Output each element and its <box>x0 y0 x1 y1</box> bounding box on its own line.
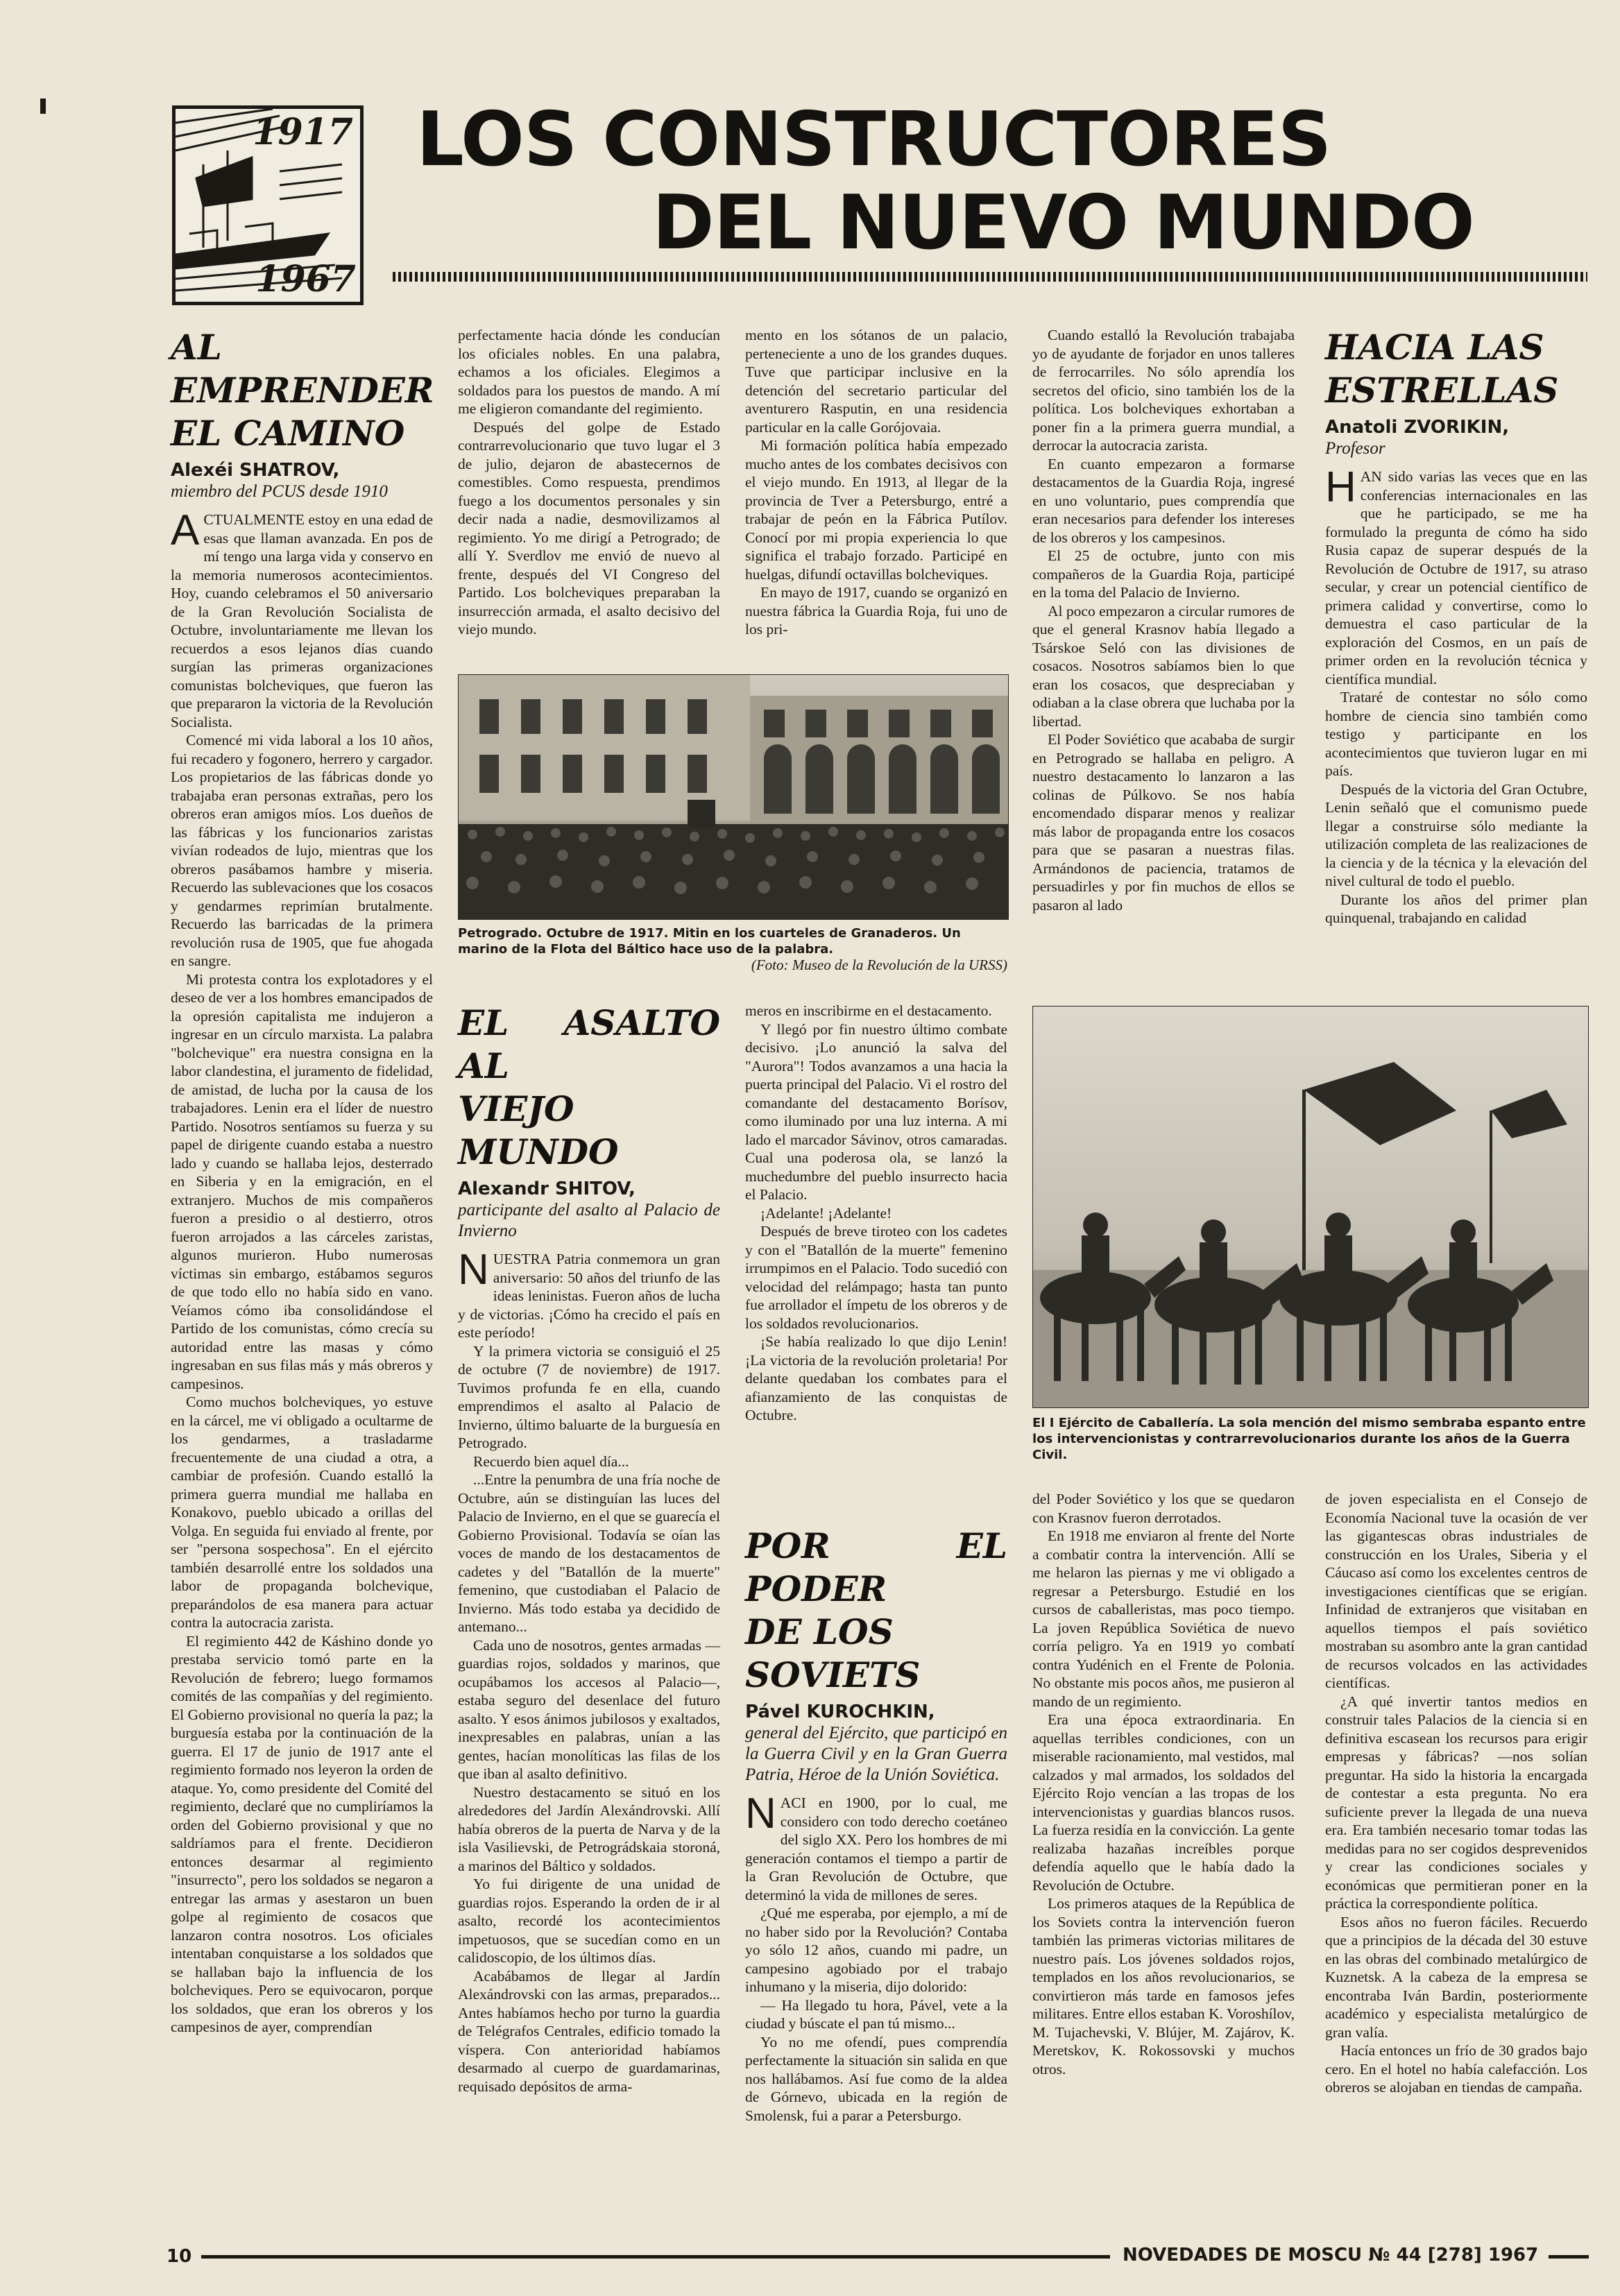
article-title: POR EL PODER <box>745 1525 1007 1609</box>
photo-caption-text: Petrogrado. Octubre de 1917. Mitin en los cuarteles de Granaderos. Un marino de la Flota del Báltico hace uso de la palabra. <box>458 926 961 957</box>
paragraph: ...Entre la penumbra de una fría noche de Octubre, aún se distinguían las luces del Palacio de Invierno, en el que se guarecía el Gobierno Provisional. Todavía se oían las voces de mando de los destacamentos de cadetes y del "Batallón de la muerte" femenino, que custodiaban el Palacio de Invierno. Más todo estaba ya decidido de antemano... <box>458 1471 720 1635</box>
paragraph: Como muchos bolcheviques, yo estuve en la cárcel, me vi obligado a ocultarme de los gendarmes, a trasladarme frecuentemente de una ciudad a otra, a cambiar de profesión. Cuando estalló la primera guerra mundial me hallaba en Konakovo, pueblo ubicado a orillas del Volga. En seguida fui enviado al frente, por ser "persona sospechosa". En el ejército también desarrollé entre los soldados una labor de propaganda bolchevique, preparándolos de esa manera para actuar contra la autocracia zarista. <box>171 1394 433 1631</box>
paragraph: Nuestro destacamento se situó en los alrededores del Jardín Alexándrovski. Allí había obreros de la puerta de Narva y de la isla Vasilievski, de Petrográdskaia storoná, a marinos del Báltico y soldados. <box>458 1783 720 1874</box>
paragraph: Los primeros ataques de la República de los Soviets contra la intervención fueron también las primeras victorias militares de nuestro país. Los jóvenes soldados rojos, templados en los años revolucionarios, se convirtieron más tarde en famosos jefes militares. Entre ellos estaban K. Voroshílov, M. Tujachevski, V. Blújer, M. Zajárov, K. Meretskov, K. Rokossovski y muchos otros. <box>1032 1895 1295 2077</box>
article-poder-col3 <box>745 1525 1007 2125</box>
paragraph: En cuanto empezaron a formarse destacamentos de la Guardia Roja, ingresé en uno voluntario, pues comprendía que eran necesarios para defender los intereses de los obreros y los campesinos. <box>1032 455 1295 546</box>
paragraph: Y la primera victoria se consiguió el 25 de octubre (7 de noviembre) de 1917. Tuvimos profunda fe en ella, cuando emprendimos el asalto al Palacio de Invierno, último baluarte de la burguesía en Petrogrado. <box>458 1342 720 1451</box>
paragraph: Recuerdo bien aquel día... <box>473 1453 629 1470</box>
article-poder-col4-bottom <box>1032 1490 1295 2078</box>
paragraph: En mayo de 1917, cuando se organizó en nuestra fábrica la Guardia Roja, fui uno de los pri- <box>745 584 1007 637</box>
logo-year-1967: 1967 <box>255 258 356 300</box>
article-title: HACIA LAS <box>1325 327 1544 368</box>
paragraph: de joven especialista en el Consejo de Economía Nacional tuve la ocasión de ver las gigantescas obras industriales de construcción en los Urales, Siberia y el Cáucaso así como los excelentes centros de investigaciones científicas que se erigían. Infinidad de extranjeros que visitaban en aquellos tiempos el país soviético mostraban su asombro ante la gran cantidad de recursos volcados en las actividades científicas. <box>1325 1491 1587 1691</box>
paragraph: Trataré de contestar no sólo como hombre de ciencia sino también como testigo y participante en los acontecimientos que tuvieron lugar en mi país. <box>1325 689 1587 779</box>
anniversary-logo <box>172 105 364 305</box>
article-title: DE LOS <box>745 1611 894 1652</box>
paragraph: El Poder Soviético que acababa de surgir en Petrogrado se hallaba en peligro. A nuestro destacamento lo lanzaron a las colinas de Púlkovo. Se nos había encomendado disparar menos y realizar más labor de propaganda entre los cosacos para que se pasaran a nuestras filas. Armándonos de paciencia, tratamos de persuadirles y por fin muchos de ellos se pasaron al lado <box>1032 731 1295 914</box>
photo-cavalry <box>1032 1006 1589 1408</box>
magazine-issue: NOVEDADES DE MOSCU № 44 [278] 1967 <box>1123 2245 1539 2265</box>
paragraph: Yo no me ofendí, pues comprendía perfectamente la situación sin salida en que nos hallábamos. Así fue como de la aldea de Górnevo, ubicada en la región de Smolensk, fui a parar a Petersburgo. <box>745 2033 1007 2124</box>
paragraph: Yo fui dirigente de una unidad de guardias rojos. Esperando la orden de ir al asalto, recordé los acontecimientos impetuosos, que se sucedían como en un calidoscopio, de los últimos días. <box>458 1876 720 1966</box>
article-title: ESTRELLAS <box>1325 370 1559 411</box>
paragraph: ¿A qué invertir tantos medios en construir tales Palacios de la ciencia si en definitiva escasean los recursos para erigir empresas y fábricas? —nos solían preguntar. Ha sido la historia la encargada de contestar a esta pregunta. No era suficiente prever la llegada de una nueva era. Era también necesario tomar todas las medidas para no ser cogidos desprevenidos y crear las condiciones sociales y económicas que permitieran poner en la práctica la correspondiente política. <box>1325 1693 1587 1912</box>
article-asalto-col2 <box>458 1002 720 2096</box>
headline-line-2: DEL NUEVO MUNDO <box>652 180 1474 266</box>
article-author: Pável KUROCHKIN, <box>745 1702 935 1722</box>
page-number: 10 <box>167 2246 192 2267</box>
paragraph: Después del golpe de Estado contrarrevolucionario que tuvo lugar el 3 de julio, dejaron de abastecernos de comestibles. Como respuesta, prendimos fuego a los documentos personales y sin decir nada a nadie, desmovilizamos al regimiento. Yo me dirigí a Petrogrado; de allí Y. Sverdlov me envió de nuevo al frente, después del VI Congreso del Partido. Los bolcheviques preparaban la insurrección armada, el asalto decisivo del viejo mundo. <box>458 418 720 637</box>
paragraph: En 1918 me enviaron al frente del Norte a combatir contra la intervención. Allí se me helaron las piernas y me vi obligado a regresar a Petersburgo. Estudié en los cursos de caballeristas, mas poco tiempo. La joven República Soviética de nuevo corría peligro. Ya en 1919 yo combatí contra Yudénich en el Frente de Polonia. No obstante mis pocos años, me pusieron al mando de un regimiento. <box>1032 1527 1295 1710</box>
paragraph: — Ha llegado tu hora, Pável, vete a la ciudad y búscate el pan tú mismo... <box>745 1996 1007 2032</box>
article-poder-col4-top <box>1032 326 1295 914</box>
article-emprender-col1 <box>171 326 433 2037</box>
article-title: VIEJO MUNDO <box>458 1088 619 1172</box>
paragraph: El regimiento 442 de Káshino donde yo prestaba servicio tomó parte en la Revolución de febrero; luego formamos comités de las compañías y del regimiento. El Gobierno provisional no quería la paz; la burguesía estaba por la continuación de la guerra. El 17 de junio de 1917 ante el regimiento formado nos leyeron la orden de ataque. Yo, como presidente del Comité del regimiento, declaré que no cumpliríamos la orden del Gobierno provisional y que no saldríamos para el frente. Decidieron entonces desarmar al regimiento "insurrecto", pero los soldados se negaron a entregar las armas y asestaron un buen golpe al regimiento de cosacos que lanzaron contra nosotros. Los oficiales intentaban conquistarse a los soldados que se hallaban bajo la influencia de los bolcheviques. Pero se equivocaron, porque los soldados, que eran los obreros y los campesinos de ayer, comprendían <box>171 1632 433 2035</box>
paragraph: Acabábamos de llegar al Jardín Alexándrovski con las armas, preparados... Antes habíamos hecho por turno la guardia de Telégrafos Centrales, edificio tomado la víspera. Con anterioridad habíamos desarmado al cuerpo de guardamarinas, requisado depósitos de arma- <box>458 1967 720 2095</box>
paragraph: El 25 de octubre, junto con mis compañeros de la Guardia Roja, participé en la toma del Palacio de Invierno. <box>1032 547 1295 601</box>
paragraph: ¿Qué me esperaba, por ejemplo, a mí de no haber sido por la Revolución? Contaba yo sólo 12 años, cuando mi padre, un campesino agobiado por el trabajo inhumano y la miseria, dijo dolorido: <box>745 1905 1007 1995</box>
paragraph: NUESTRA Patria conmemora un gran aniversario: 50 años del triunfo de las ideas leninistas. Fueron años de lucha y de victorias. ¡Cómo ha crecido el país en este período! <box>458 1246 720 1341</box>
article-author: Alexéi SHATROV, <box>171 460 340 481</box>
article-author-role: participante del asalto al Palacio de Invierno <box>458 1201 720 1240</box>
article-estrellas-col5-bottom <box>1325 1490 1587 2097</box>
footer-rule-end <box>1549 2255 1589 2259</box>
footer-rule <box>201 2255 1110 2259</box>
article-emprender-col2 <box>458 326 720 639</box>
article-title: EL CAMINO <box>171 413 405 454</box>
paragraph: perfectamente hacia dónde les conducían los oficiales nobles. En una palabra, echamos a los oficiales. Elegimos a soldados para los puestos de mando. A mí me eligieron comandante del regimiento. <box>458 327 720 417</box>
logo-year-1917: 1917 <box>253 111 353 153</box>
margin-mark <box>40 98 46 114</box>
paragraph: Al poco empezaron a circular rumores de que el general Krasnov había llegado a Tsárskoe Seló con las divisiones de cosacos. Nosotros sabíamos bien lo que eran los cosacos, que despreciaban y odiaban a la clase obrera que luchaba por la libertad. <box>1032 602 1295 730</box>
article-author: Alexandr SHITOV, <box>458 1179 636 1199</box>
paragraph: Esos años no fueron fáciles. Recuerdo que a principios de la década del 30 estuve en las obras del combinado metalúrgico de Kuznetsk. A la cabeza de la empresa se encontraba Iván Bardin, posteriormente académico y especialista metalúrgico de gran valía. <box>1325 1913 1587 2041</box>
photo-caption <box>458 925 1007 973</box>
article-asalto-col3 <box>745 1002 1007 1425</box>
article-author-role: Profesor <box>1325 439 1385 458</box>
paragraph: ¡Se había realizado lo que dijo Lenin! ¡La victoria de la revolución proletaria! Por delante quedaban los combates para el afianzamiento de las conquistas de Octubre. <box>745 1333 1007 1423</box>
paragraph: Y llegó por fin nuestro último combate decisivo. ¡Lo anunció la salva del "Aurora"! Todos avanzamos a una hacia la puerta principal del Palacio. Vi el rostro del comandante del destacamento Borísov, como iluminado por una luz interna. A mi lado el marcador Sávinov, otros camaradas. Cual una poderosa ola, se lanzó la muchedumbre del pueblo insurrecto hacia el Palacio. <box>745 1020 1007 1203</box>
paragraph: Cuando estalló la Revolución trabajaba yo de ayudante de forjador en unos talleres de ferrocarriles. No sólo aprendía los secretos del oficio, sino también los de la política. Los bolcheviques exhortaban a poner fin a la primera guerra mundial, a derrocar la autocracia zarista. <box>1032 327 1295 454</box>
paragraph: ¡Adelante! ¡Adelante! <box>760 1204 892 1222</box>
photo-caption: El I Ejército de Caballería. La sola mención del mismo sembraba espanto entre los intervencionistas y contrarrevolucionarios durante los años de la Guerra Civil. <box>1032 1416 1586 1462</box>
headline-line-1: LOS CONSTRUCTORES <box>416 96 1331 183</box>
paragraph: mento en los sótanos de un palacio, perteneciente a uno de los grandes duques. Tuve que participar inclusive en la detención del secretario particular del aventurero Rasputin, en una residencia particular en la calle Gorójovaia. <box>745 327 1007 436</box>
article-author-role: miembro del PCUS desde 1910 <box>171 482 388 501</box>
paragraph: NACI en 1900, por lo cual, me considero con todo derecho coetáneo del siglo XX. Pero los hombres de mi generación contamos el tiempo a partir de la Gran Revolución de Octubre, que determinó la vida de millones de seres. <box>745 1790 1007 1903</box>
paragraph: HAN sido varias las veces que en las conferencias internacionales en las que he participado, se me ha formulado la pregunta de cómo ha sido Rusia capaz de superar después de la Revolución de Octubre de 1917, su atraso secular, y crear un potencial científico de primera calidad y convertirse, como lo demuestra el caso particular de la exploración del Cosmos, en un país de primer orden en la revolución técnica y científica mundial. <box>1325 463 1587 687</box>
article-estrellas-col5-top <box>1325 326 1587 927</box>
article-emprender-col3 <box>745 326 1007 639</box>
article-title: EL ASALTO AL <box>458 1002 720 1086</box>
paragraph: Después de breve tiroteo con los cadetes y con el "Batallón de la muerte" femenino irrumpimos en el Palacio. Todo sucedió con velocidad del relámpago; hasta tan punto fue arrollador el ímpetu de los obreros y de los soldados revolucionarios. <box>745 1223 1007 1332</box>
paragraph: Mi protesta contra los explotadores y el deseo de ver a los hombres emancipados de la opresión capitalista me indujeron a ingresar en un círculo marxista. La palabra "bolchevique" era nuestra consigna en la labor clandestina, el juramento de fidelidad, de amistad, de lucha por la causa de los trabajadores. Lenin era el líder de nuestro Partido. Nosotros sentíamos su fuerza y su papel de dirigente cuando estaba a nuestro lado y cuando se hallaba lejos, desterrado en Siberia y en la emigración, en el extranjero. Muchos de mis compañeros fueron a presidio o al destierro, otros fueron arrojados a las cárceles zaristas, algunos murieron. Hubo numerosas víctimas sin embargo, estábamos seguros de que todo ello no había sido en vano. Veíamos cómo iba consolidándose el Partido de los comunistas, cómo crecía su autoridad entre las masas y cómo ingresaban en sus filas más y más obreros y campesinos. <box>171 970 433 1392</box>
photo-credit: (Foto: Museo de la Revolución de la URSS) <box>751 957 1007 973</box>
paragraph: Hacía entonces un frío de 30 grados bajo cero. En el hotel no había calefacción. Los obreros se alojaban en tiendas de campaña. <box>1325 2042 1587 2096</box>
article-title: AL EMPRENDER <box>171 327 434 411</box>
paragraph: Cada uno de nosotros, gentes armadas —guardias rojos, soldados y marinos, que ocupábamos los accesos al Palacio—, estaba seguro del desenlace del futuro asalto. Y esos ánimos jubilosos y exaltados, inexpresables en palabras, unían a las gentes, hacían monolíticas las filas de los que iban al asalto definitivo. <box>458 1636 720 1782</box>
paragraph: Mi formación política había empezado mucho antes de los combates decisivos con el viejo mundo. En 1913, al llegar de la provincia de Tver a Petersburgo, entré a trabajar de peón en la Fábrica Putílov. Conocí por mi propia experiencia lo que significa el trabajo forzado. Participé en huelgas, difundí octavillas bolcheviques. <box>745 437 1007 583</box>
paragraph: Durante los años del primer plan quinquenal, trabajando en calidad <box>1325 891 1587 926</box>
headline-rule <box>393 272 1587 282</box>
paragraph: del Poder Soviético y los que se quedaron con Krasnov fueron derrotados. <box>1032 1491 1295 1526</box>
article-title: SOVIETS <box>745 1654 921 1695</box>
paragraph: Comencé mi vida laboral a los 10 años, fui recadero y fogonero, herrero y cargador. Los propietarios de las fábricas donde yo trabajaba eran personas extrañas, pero los obreros eran amigos míos. Los dueños de las fábricas y los funcionarios zaristas vivían rodeados de lujo, mientras que los obreros pasábamos hambre y miseria. Recuerdo las sublevaciones que los cosacos y gendarmes reprimían brutalmente. Recuerdo las barricadas de la primera revolución rusa de 1905, que fue ahogada en sangre. <box>171 732 433 969</box>
article-author: Anatoli ZVORIKIN, <box>1325 417 1510 438</box>
paragraph: ACTUALMENTE estoy en una edad de esas que llaman avanzada. En pos de mí tengo una larga vida y conservo en la memoria numerosos acontecimientos. Hoy, cuando celebramos el 50 aniversario de la Gran Revolución Socialista de Octubre, involuntariamente me llevan los recuerdos a esos lejanos días cuando surgían las primeras organizaciones comunistas bolcheviques, que fueron las que prepararon la victoria de la Revolución Socialista. <box>171 506 433 730</box>
paragraph: Era una época extraordinaria. En aquellas terribles condiciones, con un miserable racionamiento, mal vestidos, mal calzados y mal armados, los soldados del Ejército Rojo vencían a las tropas de los intervencionistas y guardias blancos rusos. La fuerza residía en la convicción. La gente realizaba hazañas increíbles porque defendía aquello que le había dado la Revolución de Octubre. <box>1032 1711 1295 1894</box>
article-author-role: general del Ejército, que participó en la Guerra Civil y en la Gran Guerra Patria, Héroe de la Unión Soviética. <box>745 1724 1007 1784</box>
paragraph: meros en inscribirme en el destacamento. <box>745 1002 992 1019</box>
paragraph: Después de la victoria del Gran Octubre, Lenin señaló que el comunismo puede llegar a construirse sólo mediante la utilización completa de las realizaciones de la ciencia y de la técnica y la elevación del nivel cultural de todo el pueblo. <box>1325 780 1587 889</box>
photo-petrogrado-meeting <box>458 674 1009 920</box>
